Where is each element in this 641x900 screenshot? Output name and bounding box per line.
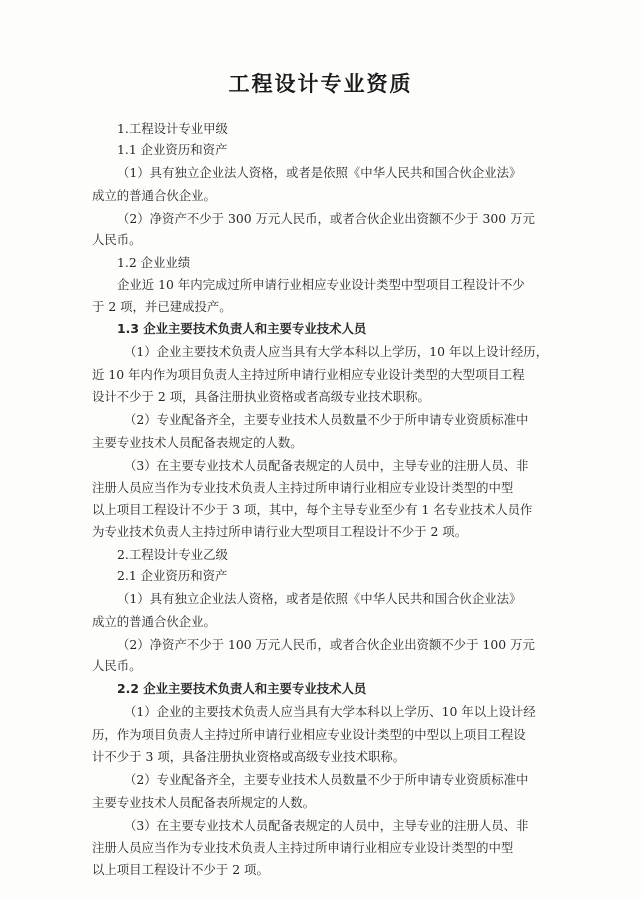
paragraph-line: 注册人员应当作为专业技术负责人主持过所申请行业相应专业设计类型的中型 xyxy=(92,840,514,855)
subsection-heading: 1.1 企业资历和资产 xyxy=(117,142,228,157)
paragraph-line: （1）企业主要技术负责人应当具有大学本科以上学历，10 年以上设计经历， xyxy=(124,344,549,359)
paragraph-line: （1）企业的主要技术负责人应当具有大学本科以上学历、10 年以上设计经 xyxy=(124,704,536,719)
subsection-heading: 2.2 企业主要技术负责人和主要专业技术人员 xyxy=(117,681,367,696)
paragraph-line: （1）具有独立企业法人资格，或者是依照《中华人民共和国合伙企业法》 xyxy=(117,165,522,180)
section-heading: 1.工程设计专业甲级 xyxy=(117,121,228,136)
paragraph-line: 以上项目工程设计不少于 2 项。 xyxy=(92,862,269,877)
paragraph-line: 为专业技术负责人主持过所申请行业大型项目工程设计不少于 2 项。 xyxy=(92,524,468,539)
paragraph-line: 注册人员应当作为专业技术负责人主持过所申请行业相应专业设计类型的中型 xyxy=(92,480,514,495)
paragraph-line: 近 10 年内作为项目负责人主持过所申请行业相应专业设计类型的大型项目工程 xyxy=(92,367,525,382)
paragraph-line: 设计不少于 2 项，具备注册执业资格或者高级专业技术职称。 xyxy=(92,389,430,404)
section-heading: 2.工程设计专业乙级 xyxy=(117,547,228,562)
paragraph-line: （1）具有独立企业法人资格，或者是依照《中华人民共和国合伙企业法》 xyxy=(117,591,522,606)
paragraph-line: 历，作为项目负责人主持过所申请行业相应专业设计类型的中型以上项目工程设 xyxy=(92,727,526,742)
paragraph-line: （2）净资产不少于 100 万元人民币，或者合伙企业出资额不少于 100 万元 xyxy=(117,637,535,652)
document-title: 工程设计专业资质 xyxy=(228,72,413,96)
paragraph-line: 于 2 项，并已建成投产。 xyxy=(92,299,232,314)
paragraph-line: 以上项目工程设计不少于 3 项，其中，每个主导专业至少有 1 名专业技术人员作 xyxy=(92,502,533,517)
paragraph-line: 主要专业技术人员配备表规定的人数。 xyxy=(92,435,303,450)
paragraph-line: 人民币。 xyxy=(92,232,142,247)
paragraph-line: （3）在主要专业技术人员配备表规定的人员中，主导专业的注册人员、非 xyxy=(124,458,529,473)
paragraph-line: 成立的普通合伙企业。 xyxy=(92,188,216,203)
paragraph-line: （3）在主要专业技术人员配备表规定的人员中，主导专业的注册人员、非 xyxy=(124,818,529,833)
paragraph-line: 人民币。 xyxy=(92,658,142,673)
paragraph-line: 成立的普通合伙企业。 xyxy=(92,614,216,629)
subsection-heading: 1.3 企业主要技术负责人和主要专业技术人员 xyxy=(117,321,367,336)
subsection-heading: 1.2 企业业绩 xyxy=(117,255,191,270)
paragraph-line: 主要专业技术人员配备表所规定的人数。 xyxy=(92,795,316,810)
paragraph-line: （2）净资产不少于 300 万元人民币，或者合伙企业出资额不少于 300 万元 xyxy=(117,211,535,226)
paragraph-line: （2）专业配备齐全，主要专业技术人员数量不少于所申请专业资质标准中 xyxy=(124,772,529,787)
paragraph-line: 企业近 10 年内完成过所申请行业相应专业设计类型中型项目工程设计不少 xyxy=(117,277,525,292)
paragraph-line: 计不少于 3 项，具备注册执业资格或高级专业技术职称。 xyxy=(92,749,406,764)
paragraph-line: （2）专业配备齐全，主要专业技术人员数量不少于所申请专业资质标准中 xyxy=(124,412,529,427)
subsection-heading: 2.1 企业资历和资产 xyxy=(117,568,228,583)
